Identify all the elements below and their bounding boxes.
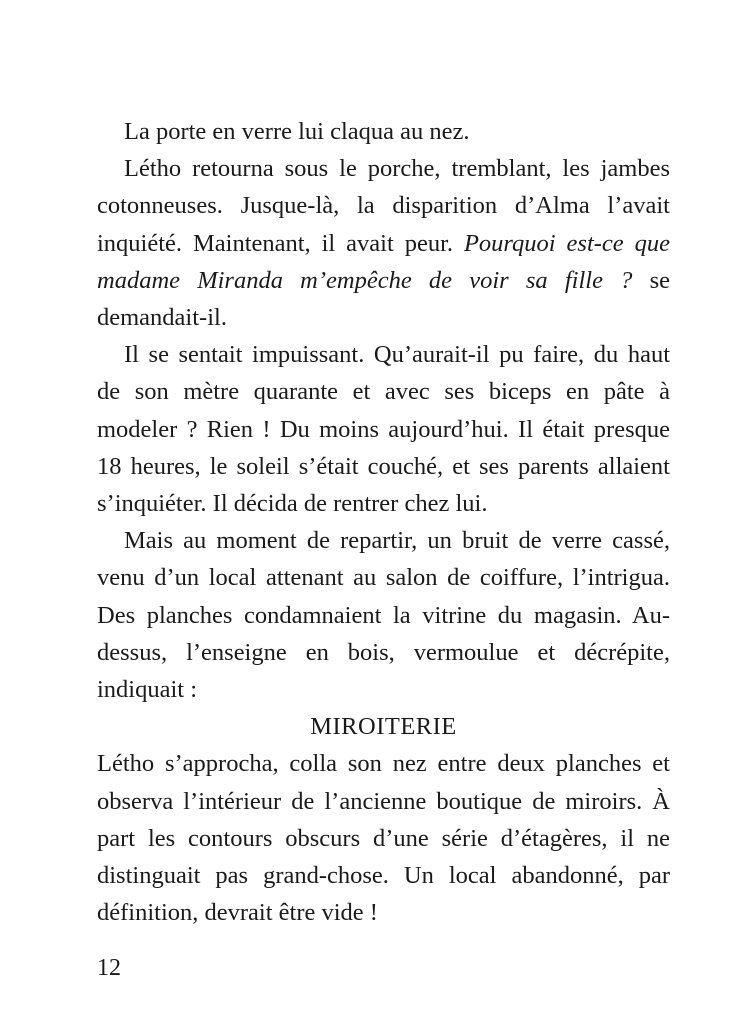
- paragraph-door-slam: La porte en verre lui claqua au nez.: [124, 118, 470, 145]
- paragraph-text: Létho retourna sous le porche, tremblant, les jambes cotonneuses. Jusque-là, la disparition d’Alma l’avait inquiété. Maintenant, il avait peur.: [97, 155, 670, 257]
- page-number: 12: [97, 955, 121, 981]
- paragraph-text: se demandait-il.: [97, 266, 670, 332]
- paragraph-broken-glass: Mais au moment de repartir, un bruit de verre cassé, venu d’un local attenant au salon de coiffure, l’intrigua. Des planches condamnaient la vitrine du magasin. Au-dessus, l’enseigne en bois, vermoulue et décrépite, indiquait :: [97, 527, 670, 704]
- italic-thought: Pourquoi est-ce que madame Miranda m’empêche de voir sa fille ?: [97, 229, 670, 294]
- paragraph-letho-afraid: [97, 150, 670, 336]
- shop-sign-text: MIROITERIE: [310, 713, 457, 741]
- paragraph-looks-inside: Létho s’approcha, colla son nez entre deux planches et observa l’intérieur de l’ancienne boutique de miroirs. À part les contours obscurs d’une série d’étagères, il ne distinguait pas grand-chose. Un local abandonné, par définition, devrait être vide !: [97, 750, 670, 927]
- paragraph-powerless: Il se sentait impuissant. Qu’aurait-il pu faire, du haut de son mètre quarante et avec ses biceps en pâte à modeler ? Rien ! Du moins aujourd’hui. Il était presque 18 heures, le soleil s’était couché, et ses parents allaient s’inquiéter. Il décida de rentrer chez lui.: [97, 341, 670, 518]
- body-text: [97, 113, 670, 931]
